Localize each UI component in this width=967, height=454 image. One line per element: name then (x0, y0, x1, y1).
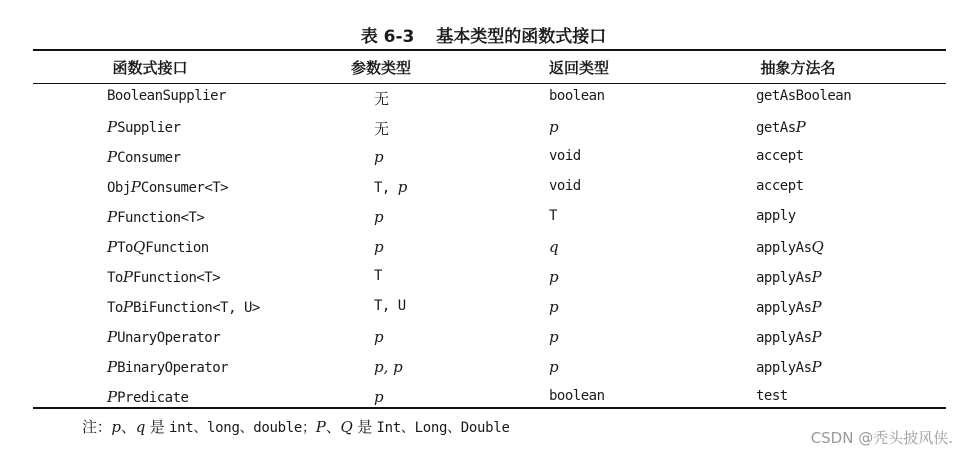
table-row (0, 292, 967, 322)
text-segment: P (107, 208, 118, 226)
text-segment: P (795, 118, 806, 136)
text-segment: UnaryOperator (117, 330, 221, 346)
method-name-cell (756, 238, 824, 256)
text-segment: P (130, 178, 141, 196)
table-row (0, 202, 967, 232)
header-return-type: 返回类型 (548, 59, 610, 77)
text-segment: getAs (756, 120, 796, 136)
text-segment: void (549, 148, 581, 164)
text-segment: q (549, 238, 559, 256)
text-segment: T (549, 208, 557, 224)
interface-name-cell (107, 388, 188, 406)
text-segment: Function (145, 240, 209, 256)
csdn-watermark: CSDN @秃头披风侠. (810, 429, 953, 447)
text-segment: 是 (352, 418, 377, 436)
method-name-cell (756, 208, 796, 224)
text-segment: p (549, 118, 559, 136)
method-name-cell (756, 88, 851, 104)
text-segment: applyAs (756, 270, 812, 286)
text-segment: 无 (374, 120, 389, 138)
interface-name-cell (107, 208, 204, 226)
param-type-cell (374, 328, 384, 346)
param-type-cell (374, 268, 382, 284)
text-segment: BiFunction<T, U> (132, 300, 260, 316)
text-segment: 无 (374, 90, 389, 108)
text-segment: boolean (549, 88, 605, 104)
text-segment: p (549, 268, 559, 286)
text-segment: q (135, 418, 146, 436)
table-row (0, 232, 967, 262)
text-segment: p (549, 298, 559, 316)
text-segment: Q (340, 418, 353, 436)
text-segment: P (122, 298, 133, 316)
interface-name-cell (107, 178, 228, 196)
return-type-cell (549, 148, 581, 164)
table-row (0, 112, 967, 142)
text-segment: P (107, 238, 118, 256)
return-type-cell (549, 238, 559, 256)
param-type-cell (374, 238, 384, 256)
text-segment: Consumer<T> (140, 180, 229, 196)
return-type-cell (549, 268, 559, 286)
method-name-cell (756, 388, 788, 404)
text-segment: Supplier (117, 120, 181, 136)
return-type-cell (549, 358, 559, 376)
text-segment: int、long、double； (168, 420, 316, 436)
return-type-cell (549, 118, 559, 136)
text-segment: p, p (374, 358, 403, 376)
text-segment: p (374, 388, 384, 406)
text-segment: P (107, 388, 118, 406)
text-segment: p (111, 418, 122, 436)
table-row (0, 352, 967, 382)
param-type-cell (374, 208, 384, 226)
text-segment: P (811, 328, 822, 346)
return-type-cell (549, 388, 605, 404)
text-segment: applyAs (756, 300, 812, 316)
return-type-cell (549, 88, 605, 104)
text-segment: Int、Long、Double (376, 420, 510, 436)
method-name-cell (756, 178, 804, 194)
param-type-cell (374, 358, 403, 376)
interface-name-cell (107, 328, 220, 346)
text-segment: p (397, 178, 408, 196)
text-segment: p (374, 328, 384, 346)
text-segment: p (549, 358, 559, 376)
text-segment: applyAs (756, 240, 812, 256)
param-type-cell (374, 388, 384, 406)
table-number: 表 6-3 (360, 27, 415, 47)
text-segment: accept (756, 148, 804, 164)
text-segment: void (549, 178, 581, 194)
text-segment: To (107, 270, 123, 286)
text-segment: 注： (82, 418, 112, 436)
text-segment: T, (374, 180, 398, 196)
text-segment: P (107, 118, 118, 136)
text-segment: P (315, 418, 326, 436)
text-segment: boolean (549, 388, 605, 404)
text-segment: apply (756, 208, 796, 224)
text-segment: T, U (374, 298, 406, 314)
table-row (0, 142, 967, 172)
table-caption (0, 22, 967, 47)
param-type-cell (374, 298, 406, 314)
return-type-cell (549, 328, 559, 346)
text-segment: 、 (121, 418, 136, 436)
text-segment: Function<T> (132, 270, 221, 286)
text-segment: applyAs (756, 360, 812, 376)
method-name-cell (756, 268, 822, 286)
text-segment: BooleanSupplier (107, 88, 226, 104)
interface-name-cell (107, 238, 209, 256)
interface-name-cell (107, 88, 226, 104)
table-row (0, 262, 967, 292)
table-row (0, 172, 967, 202)
text-segment: Predicate (117, 390, 189, 406)
param-type-cell (374, 178, 407, 196)
interface-name-cell (107, 298, 260, 316)
method-name-cell (756, 148, 804, 164)
text-segment: P (811, 358, 822, 376)
table-title: 基本类型的函数式接口 (436, 27, 607, 47)
return-type-cell (549, 208, 557, 224)
table-header (33, 53, 946, 81)
param-type-cell (374, 148, 384, 166)
interface-name-cell (107, 148, 181, 166)
method-name-cell (756, 118, 806, 136)
header-interface: 函数式接口 (112, 59, 188, 77)
table-row (0, 322, 967, 352)
interface-name-cell (107, 358, 228, 376)
text-segment: Q (132, 238, 146, 256)
top-rule (33, 49, 946, 51)
text-segment: Function<T> (117, 210, 205, 226)
method-name-cell (756, 328, 822, 346)
param-type-cell (374, 118, 389, 139)
table-row (0, 82, 967, 112)
table-footnote (82, 416, 510, 437)
text-segment: accept (756, 178, 804, 194)
text-segment: P (107, 148, 118, 166)
return-type-cell (549, 178, 581, 194)
text-segment: P (107, 328, 118, 346)
interface-name-cell (107, 268, 220, 286)
text-segment: p (374, 208, 384, 226)
table-body (0, 82, 967, 412)
text-segment: 是 (145, 418, 169, 436)
bottom-rule (33, 407, 946, 409)
text-segment: T (374, 268, 382, 284)
method-name-cell (756, 298, 822, 316)
return-type-cell (549, 298, 559, 316)
text-segment: p (549, 328, 559, 346)
text-segment: BinaryOperator (117, 360, 229, 376)
text-segment: P (811, 268, 822, 286)
text-segment: applyAs (756, 330, 812, 346)
text-segment: P (811, 298, 822, 316)
text-segment: Q (811, 238, 824, 256)
interface-name-cell (107, 118, 181, 136)
text-segment: 、 (325, 418, 341, 436)
method-name-cell (756, 358, 822, 376)
text-segment: P (107, 358, 118, 376)
text-segment: test (756, 388, 788, 404)
text-segment: getAsBoolean (756, 88, 852, 104)
text-segment: Consumer (117, 150, 181, 166)
text-segment: P (122, 268, 133, 286)
param-type-cell (374, 88, 389, 109)
header-param-type: 参数类型 (350, 59, 412, 77)
text-segment: To (117, 240, 133, 256)
text-segment: Obj (107, 180, 131, 196)
text-segment: p (374, 238, 384, 256)
text-segment: p (374, 148, 384, 166)
text-segment: To (107, 300, 123, 316)
header-method-name: 抽象方法名 (760, 59, 836, 77)
